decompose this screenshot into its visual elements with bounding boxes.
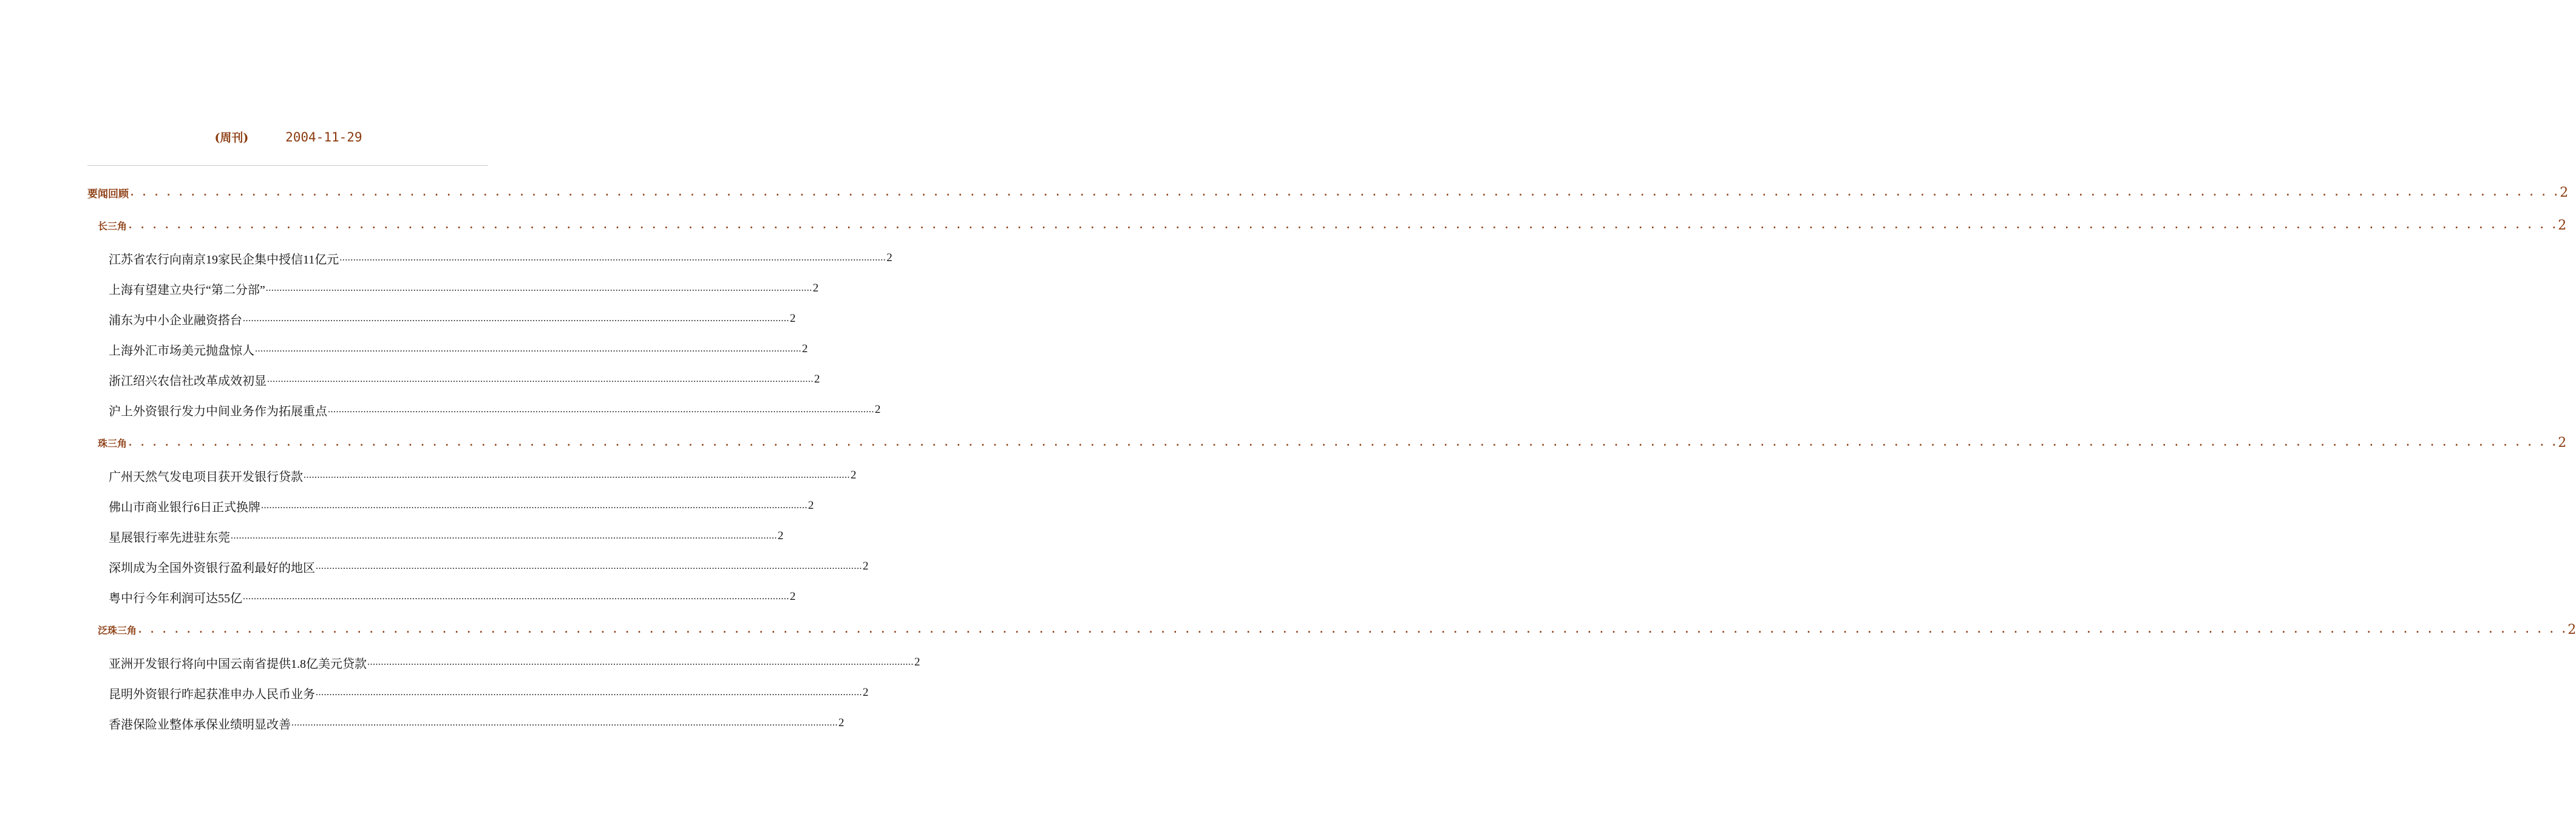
toc-entry[interactable]	[87, 364, 820, 395]
toc-leader-dots: ........................................................................................................................................................................................................	[255, 344, 801, 354]
toc-page-number: 2	[863, 686, 869, 699]
toc-page-number: 2	[914, 656, 920, 668]
toc-entry[interactable]	[87, 273, 819, 304]
toc-page-number: 2	[814, 373, 820, 386]
toc-page-number: 2	[838, 716, 845, 729]
toc-leader-dots: . . . . . . . . . . . . . . . . . . . . . . . . . . . . . . . . . . . . . . . . . . . . . . . . . . . . . . . . . . . . . . . . . . . . . . . . . . . . . . . . . . . . . . . . . . . . . . . . . . . . . . . . . . . . . . . . . . . . . . . . . . . . . . . . . . . . . . . . . . . . . . . . . . . . . . . . . . . . . . . . . . . . . . . . . . . . . . . . . . . . . . . . . . . . . . . . . . . . . . . .	[137, 624, 2568, 635]
toc-section-heading[interactable]	[87, 612, 2576, 647]
toc-entry-title: 粤中行今年利润可达55亿	[109, 591, 242, 605]
toc-leader-dots: ........................................................................................................................................................................................................	[291, 718, 838, 728]
toc-leader-dots: . . . . . . . . . . . . . . . . . . . . . . . . . . . . . . . . . . . . . . . . . . . . . . . . . . . . . . . . . . . . . . . . . . . . . . . . . . . . . . . . . . . . . . . . . . . . . . . . . . . . . . . . . . . . . . . . . . . . . . . . . . . . . . . . . . . . . . . . . . . . . . . . . . . . . . . . . . . . . . . . . . . . . . . . . . . . . . . . . . . . . . . . . . . . . . . . . . . . . . . .	[127, 220, 2558, 231]
table-of-contents	[87, 177, 2576, 738]
toc-page-number: 2	[863, 560, 869, 573]
toc-page-number: 2	[851, 469, 857, 481]
toc-leader-dots: ........................................................................................................................................................................................................	[243, 313, 789, 324]
toc-entry[interactable]	[87, 243, 892, 273]
toc-page-number: 2	[790, 312, 796, 325]
toc-entry-title: 广州天然气发电项目获开发银行贷款	[109, 470, 303, 484]
toc-leader-dots: ........................................................................................................................................................................................................	[304, 470, 850, 480]
toc-entry[interactable]	[87, 491, 814, 521]
toc-section-heading[interactable]	[87, 425, 2567, 460]
toc-page-number: 2	[808, 499, 814, 512]
toc-page-number: 2	[790, 590, 796, 603]
toc-entry[interactable]	[87, 647, 920, 678]
toc-entry-title: 长三角	[98, 220, 127, 232]
toc-leader-dots: ........................................................................................................................................................................................................	[367, 657, 914, 667]
toc-entry-title: 香港保险业整体承保业绩明显改善	[109, 718, 291, 732]
toc-page-number: 2	[2558, 435, 2567, 450]
toc-leader-dots: ........................................................................................................................................................................................................	[265, 283, 812, 293]
toc-entry[interactable]	[87, 460, 857, 491]
toc-section-heading[interactable]	[87, 208, 2567, 243]
toc-entry-title: 珠三角	[98, 437, 127, 449]
report-header	[0, 129, 577, 145]
toc-entry-title: 星展银行率先进驻东莞	[109, 531, 230, 545]
toc-entry-title: 深圳成为全国外资银行盈利最好的地区	[109, 561, 315, 575]
toc-entry-title: 浙江绍兴农信社改革成效初显	[109, 374, 267, 388]
toc-leader-dots: ........................................................................................................................................................................................................	[328, 404, 874, 415]
toc-entry-title: 浦东为中小企业融资搭台	[109, 313, 242, 327]
toc-leader-dots: ........................................................................................................................................................................................................	[267, 374, 814, 384]
issue-type-label: (周刊)	[214, 131, 249, 144]
toc-entry-title: 沪上外资银行发力中间业务作为拓展重点	[109, 404, 327, 418]
toc-page-number: 2	[778, 529, 784, 542]
toc-entry-title: 亚洲开发银行将向中国云南省提供1.8亿美元贷款	[109, 657, 367, 671]
toc-entry[interactable]	[87, 551, 869, 582]
toc-section-heading[interactable]	[87, 177, 2569, 208]
toc-leader-dots: ........................................................................................................................................................................................................	[316, 687, 862, 698]
toc-entry[interactable]	[87, 395, 881, 425]
toc-leader-dots: ........................................................................................................................................................................................................	[231, 531, 777, 541]
toc-page-number: 2	[2558, 217, 2567, 233]
toc-entry-title: 上海外汇市场美元抛盘惊人	[109, 344, 254, 358]
toc-page-number: 2	[812, 282, 819, 294]
toc-page-number: 2	[2568, 622, 2576, 638]
issue-date: 2004-11-29	[285, 130, 362, 144]
toc-leader-dots: . . . . . . . . . . . . . . . . . . . . . . . . . . . . . . . . . . . . . . . . . . . . . . . . . . . . . . . . . . . . . . . . . . . . . . . . . . . . . . . . . . . . . . . . . . . . . . . . . . . . . . . . . . . . . . . . . . . . . . . . . . . . . . . . . . . . . . . . . . . . . . . . . . . . . . . . . . . . . . . . . . . . . . . . . . . . . . . . . . . . . . . . . . . . . . . . . . . . . . . .	[127, 437, 2558, 448]
toc-entry[interactable]	[87, 334, 808, 364]
toc-entry[interactable]	[87, 304, 796, 334]
toc-entry-title: 上海有望建立央行“第二分部”	[109, 283, 265, 297]
toc-leader-dots: ........................................................................................................................................................................................................	[339, 253, 886, 263]
toc-entry-title: 江苏省农行向南京19家民企集中授信11亿元	[109, 253, 339, 267]
toc-leader-dots: ........................................................................................................................................................................................................	[243, 591, 789, 602]
toc-leader-dots: ........................................................................................................................................................................................................	[316, 561, 862, 571]
header-divider	[87, 165, 488, 166]
toc-leader-dots: ........................................................................................................................................................................................................	[261, 500, 807, 511]
toc-page-number: 2	[886, 251, 892, 264]
toc-page-number: 2	[875, 403, 881, 416]
toc-page-number: 2	[2560, 185, 2569, 200]
toc-entry-title: 佛山市商业银行6日正式换牌	[109, 500, 260, 514]
toc-entry[interactable]	[87, 708, 845, 738]
toc-entry-title: 泛珠三角	[98, 624, 137, 636]
toc-entry[interactable]	[87, 521, 784, 551]
toc-entry[interactable]	[87, 678, 869, 708]
toc-entry-title: 昆明外资银行昨起获准申办人民币业务	[109, 687, 315, 701]
toc-page-number: 2	[802, 342, 808, 355]
toc-entry-title: 要闻回顾	[87, 188, 129, 200]
toc-leader-dots: . . . . . . . . . . . . . . . . . . . . . . . . . . . . . . . . . . . . . . . . . . . . . . . . . . . . . . . . . . . . . . . . . . . . . . . . . . . . . . . . . . . . . . . . . . . . . . . . . . . . . . . . . . . . . . . . . . . . . . . . . . . . . . . . . . . . . . . . . . . . . . . . . . . . . . . . . . . . . . . . . . . . . . . . . . . . . . . . . . . . . . . . . . . . . . . . . . . . . . . .	[129, 187, 2560, 198]
toc-entry[interactable]	[87, 582, 796, 612]
